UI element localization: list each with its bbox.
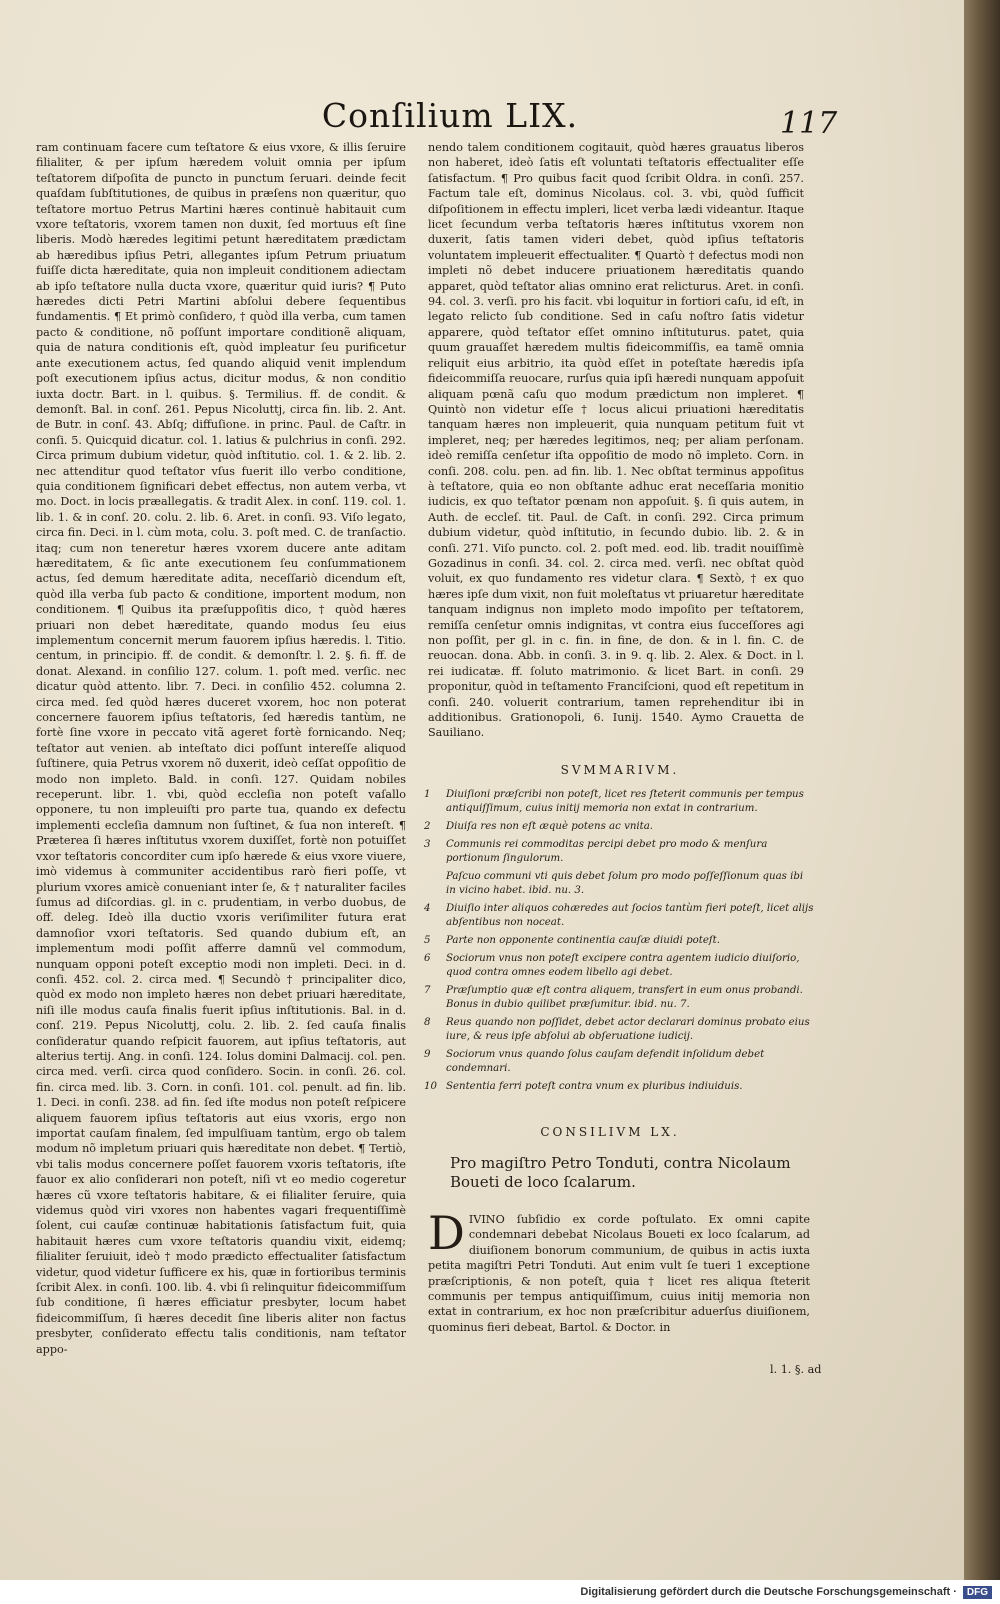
- summary-item: [424, 838, 814, 866]
- summary-list: [424, 788, 814, 1098]
- page-title: Conſilium LIX.: [321, 96, 579, 135]
- summary-item: [424, 952, 814, 980]
- book-page-edge: [964, 0, 1000, 1580]
- summary-item-number: 5: [424, 935, 431, 946]
- summary-item-text: Sententia ferri poteſt contra vnum ex pluribus indiuiduis.: [446, 1081, 743, 1092]
- summary-item-number: 4: [424, 903, 431, 914]
- summary-item: [424, 1016, 814, 1044]
- summary-item-text: Diuiſa res non eſt æquè potens ac vnita.: [446, 821, 654, 832]
- left-column-text: ram continuam facere cum teſtatore & eius vxore, & illis ſeruire filialiter, & per ipſum hæredem voluit omnia per ipſum teſtatorem diſpoſita de puncto in punctum ſeruari. deinde fecit quaſdam ſubſtitutiones, de quibus in præſens non quæritur, quo teſtatore mortuo Petrus Martini hæres continuè habitauit cum vxore teſtatoris, vxorem tamen non duxit, ſed mortuus eſt ſine liberis. Modò hæredes legitimi petunt hæreditatem prædictam ab hæredibus ipſius Petri, allegantes ipſum Petrum priuatum fuiſſe dicta hæreditate, quia non impleuit conditionem adiectam ab ipſo teſtatore nulla ducta vxore, quæritur quid iuris? ¶ Puto hæredes dicti Petri Martini abſolui debere ſequentibus fundamentis. ¶ Et primò conſidero, † quòd illa verba, cum tamen pacto & conditione, nõ poſſunt importare conditionẽ aliquam, quia de natura conditionis eſt, quòd impleatur ſeu purificetur ante executionem actus, ſed quando aliquid venit implendum poſt executionem ipſius actus, dicitur modus, & non conditio iuxta doctr. Bart. in l. quibus. §. Termilius. ff. de condit. & demonſt. Bal. in conſ. 261. Pepus Nicoluttj, circa fin. lib. 2. Ant. de Butr. in conſ. 43. Abſq; diffuſione. in princ. Paul. de Caſtr. in conſi. 5. Quicquid dicatur. col. 1. latius & pulchrius in conſi. 292. Circa primum dubium videtur, quòd inſtitutio. col. 1. & 2. lib. 2. nec attenditur quod teſtator vſus fuerit illo verbo conditione, quia conditionem ſignificari debet effectus, non autem verba, vt mo. Doct. in locis præallegatis. & tradit Alex. in conſ. 119. col. 1. lib. 1. & in conſ. 20. colu. 2. lib. 6. Aret. in conſi. 93. Viſo legato, circa fin. Deci. in l. cùm mota, colu. 3. poſt med. C. de tranſactio. itaq; cum non teneretur hæres vxorem ducere ante aditam hæreditatem, & ſic ante executionem ſeu conſummationem actus, ſed demum hæreditate adita, neceſſariò dicendum eſt, quòd illa verba ſub pacto & conditione, importent modum, non conditionem. ¶ Quibus ita præſuppoſitis dico, † quòd hæres priuari non debet hæreditate, quando modus ſeu eius implementum concernit merum fauorem ipſius hæredis. l. Titio. centum, in principio. ff. de condit. & demonſtr. l. 2. §. fi. ff. de donat. Alexand. in conſilio 127. colum. 1. poſt med. verſic. nec dicatur quòd attento. libr. 7. Deci. in conſilio 452. columna 2. circa med. ſed quòd hæres duceret vxorem, hoc non poterat concernere fauorem ipſius teſtatoris, ſed hæredis tantùm, ne fortè ſine vxore in peccato vitã ageret fortè fornicando. Neq; teſtator aut venien. ab inteſtato dici poſſunt intereſſe aliquod ſuſtinere, quia Petrus vxorem nõ duxerit, ideò ceſſat oppoſitio de modo non impleto. Bald. in conſi. 127. Quidam nobiles receperunt. libr. 1. vbi, quòd eccleſia non poteſt vaſallo opponere, tu non impleuiſti pro parte tua, quando ex defectu implementi eccleſia damnum non ſuſtinet, & ſua non intereſt. ¶ Præterea ſi hæres inſtitutus vxorem duxiſſet, fortè non potuiſſet vxor teſtatoris concorditer cum ipſo hærede & eius vxore viuere, imò videmus à communiter accidentibus rarò fieri poſſe, vt plurium vxores amicè conueniant inter ſe, & † naturaliter faciles ſumus ad diſcordias. gl. in c. prudentiam, in verbo duobus, de off. deleg. Ideò illa ductio vxoris veriſimiliter futura erat damnoſior vxori teſtatoris. Sed quando dubium eſt, an implementum modi poſſit afferre damnũ vel commodum, nunquam opponi poteſt exceptio modi non impleti. Deci. in d. conſi. 452. col. 2. circa med. ¶ Secundò † principaliter dico, quòd ex modo non impleto hæres non debet priuari hæreditate, niſi ille modus cauſa finalis fuerit ipſius inſtitutionis. Bal. in d. conſ. 219. Pepus Nicoluttj, colu. 2. lib. 2. ſed cauſa finalis conſideratur quando reſpicit fauorem, aut ipſius teſtatoris, aut alterius tertij. Ang. in conſi. 124. Iolus domini Dalmacij. col. pen. circa med. verſi. circa quod conſidero. Socin. in conſi. 26. col. fin. circa med. lib. 3. Corn. in conſi. 101. col. penult. ad fin. lib. 1. Deci. in conſi. 238. ad fin. ſed iſte modus non poteſt reſpicere aliquem fauorem ipſius teſtatoris aut eius vxoris, ergo non importat cauſam finalem, ſed impulſiuam tantùm, ergo ob talem modum nõ impletum priuari quis hæreditate non debet. ¶ Tertiò, vbi talis modus concernere poſſet fauorem vxoris teſtatoris, iſte fauor ex alio conſiderari non poteſt, niſi vt eo medio cogeretur hæres cũ vxore teſtatoris habitare, & ei filialiter ſeruire, quia videmus quòd viri vxores non habentes vagari frequentiſſimè ſolent, cui cauſæ continuæ habitationis ſatisfactum fuit, quia habitauit hæres cum vxore teſtatoris quandiu vixit, eidemq; filialiter ſeruiuit, ideò † modo prædicto effectualiter ſatisfactum videtur, quod videtur ſufficere ex his, quæ in fortioribus terminis ſcribit Alex. in conſi. 100. lib. 4. vbi ſi relinquitur fideicommiſſum ſub conditione, ſi hæres efficiatur presbyter, locum habet fideicommiſſum, ſi hæres decedit ſine liberis aliter non factus presbyter, conſiderato effectu talis conditionis, nam teſtator appo-: [36, 141, 406, 1356]
- summary-item-number: 2: [424, 821, 431, 832]
- consilium-body: [428, 1206, 810, 1335]
- summary-item-text: Paſcuo communi vti quis debet ſolum pro modo poſſeſſionum quas ibi in vicino habet. ibid. nu. 3.: [446, 871, 804, 896]
- summary-item-text: Sociorum vnus quando ſolus cauſam defendit inſolidum debet condemnari.: [446, 1049, 765, 1074]
- summary-item-number: 6: [424, 953, 431, 964]
- footer-credit: Digitalisierung gefördert durch die Deutsche Forschungsgemeinschaft ·: [580, 1586, 957, 1598]
- summary-item-number: 7: [424, 985, 431, 996]
- footer-bar: [0, 1580, 1000, 1604]
- consilium-subheading: Pro magiſtro Petro Tonduti, contra Nicolaum Boueti de loco ſcalarum.: [450, 1154, 791, 1191]
- summary-item-number: 3: [424, 839, 431, 850]
- summary-item-number: 9: [424, 1049, 431, 1060]
- summary-item-number: 10: [424, 1081, 437, 1092]
- summary-item: [424, 788, 814, 816]
- catchword: l. 1. §. ad: [770, 1363, 822, 1376]
- summary-heading: SVMMARIVM.: [560, 763, 680, 777]
- summary-item-text: Parte non opponente continentia cauſæ diuidi poteſt.: [446, 935, 721, 946]
- summary-item: [424, 870, 814, 898]
- summary-item-text: Communis rei commoditas percipi debet pro modo & menſura portionum ſingulorum.: [446, 839, 768, 864]
- summary-item: [424, 1080, 814, 1094]
- consilium-heading: CONSILIVM LX.: [540, 1125, 680, 1139]
- summary-item-text: Reus quando non poſſidet, debet actor declarari dominus probato eius iure, & reus ipſe abſolui ab obſeruatione iudicij.: [446, 1017, 810, 1042]
- summary-item-number: 8: [424, 1017, 431, 1028]
- summary-item-text: Diuiſio inter aliquos cohæredes aut ſocios tantùm fieri poteſt, licet alijs abſentibus non noceat.: [446, 903, 814, 928]
- right-column-text: nendo talem conditionem cogitauit, quòd hæres grauatus liberos non haberet, ideò ſatis eſt voluntati teſtatoris effectualiter eſſe ſatisfactum. ¶ Pro quibus facit quod ſcribit Oldra. in conſi. 257. Factum tale eſt, dominus Nicolaus. col. 3. vbi, quòd ſufficit diſpoſitionem in effectu impleri, licet verba lædi videantur. Itaque licet ſecundum verba teſtatoris hæres inſtitutus vxorem non duxerit, ſatis tamen videri debet, quòd ipſius teſtatoris voluntatem impleuerit effectualiter. ¶ Quartò † defectus modi non impleti nõ debet inducere priuationem hæreditatis quando apparet, quòd teſtator alias omnino erat relicturus. Aret. in conſi. 94. col. 3. verſi. pro his facit. vbi loquitur in fortiori caſu, id eſt, in legato relicto ſub conditione. Sed in caſu noſtro ſatis videtur apparere, quòd teſtator eſſet omnino inſtituturus. patet, quia quum grauaſſet hæredem multis fideicommiſſis, ea tamẽ omnia reliquit eius arbitrio, ita quòd eſſet in poteſtate hæredis ipſa fideicommiſſa reuocare, rurſus quia ipſi hæredi nunquam appoſuit aliquam pœnã caſu quo modum prædictum non impleret. ¶ Quintò non videtur eſſe † locus alicui priuationi hæreditatis tanquam hæres non impleuerit, quia nunquam petitum fuit vt impleret, neq; per hæredes legitimos, neq; per aliam perſonam. ideò remiſſa cenſetur iſta oppoſitio de modo nõ impleto. Corn. in conſi. 208. colu. pen. ad fin. lib. 1. Nec obſtat terminus appoſitus à teſtatore, quia eo non obſtante adhuc erat neceſſaria monitio iudicis, ex quo teſtator pœnam non appoſuit. §. ſi quis autem, in Auth. de eccleſ. tit. Paul. de Caſt. in conſi. 292. Circa primum dubium videtur, quòd inſtitutio, in ſecundo dubio. lib. 2. & in conſi. 271. Viſo puncto. col. 2. poſt med. eod. lib. tradit nouiſſimè Gozadinus in conſi. 34. col. 2. circa med. verſi. nec obſtat quòd voluit, ex quo fundamento res videtur clara. ¶ Sextò, † ex quo hæres ipſe dum vixit, non fuit moleſtatus vt priuaretur hæreditate tanquam indignus non impleto modo impoſito per teſtatorem, remiſſa cenſetur omnis indignitas, vt contra eius ſucceſſores agi non poſſit, per gl. in c. fin. in fine, de don. & in l. fin. C. de reuocan. dona. Abb. in conſi. 3. in 9. q. lib. 2. Alex. & Doct. in l. rei iudicatæ. ff. ſoluto matrimonio. & licet Bart. in conſi. 29 proponitur, quòd in teſtamento Franciſcioni, quod eſt repetitum in conſi. 240. voluerit contrarium, tamen reprehenditur ibi in additionibus. Grationopoli, 6. Iunij. 1540. Aymo Crauetta de Sauiliano.: [428, 141, 804, 740]
- summary-item: [424, 1048, 814, 1076]
- folio-number: 117: [780, 106, 838, 141]
- consilium-body-text: IVINO ſubſidio ex corde poſtulato. Ex omni capite condemnari debebat Nicolaus Boueti ex loco ſcalarum, ad diuiſionem bonorum communium, de quibus in actis iuxta petita magiſtri Petri Tonduti. Aut enim vult ſe tueri 1 exceptione præſcriptionis, & non poteſt, quia † licet res aliqua ſteterit communis per tempus antiquiſſimum, cuius initij memoria non extat in contrarium, ex hoc non præſcribitur aduerſus diuiſionem, quominus fieri debeat, Bartol. & Doctor. in: [428, 1213, 810, 1334]
- summary-item: [424, 984, 814, 1012]
- drop-capital: D: [428, 1206, 465, 1260]
- summary-item-number: 1: [424, 789, 431, 800]
- summary-item-text: Præſumptio quæ eſt contra aliquem, transfert in eum onus probandi. Bonus in dubio quilibet præſumitur. ibid. nu. 7.: [446, 985, 803, 1010]
- summary-item: [424, 934, 814, 948]
- summary-item-text: Diuiſioni præſcribi non poteſt, licet res ſteterit communis per tempus antiquiſſimum, cuius initij memoria non extat in contrarium.: [446, 789, 804, 814]
- summary-item: [424, 902, 814, 930]
- summary-item: [424, 820, 814, 834]
- summary-item-text: Sociorum vnus non poteſt excipere contra agentem iudicio diuiſorio, quod contra omnes eodem libello agi debet.: [446, 953, 800, 978]
- dfg-logo-icon: DFG: [963, 1586, 992, 1599]
- summary-item-number: [424, 870, 446, 898]
